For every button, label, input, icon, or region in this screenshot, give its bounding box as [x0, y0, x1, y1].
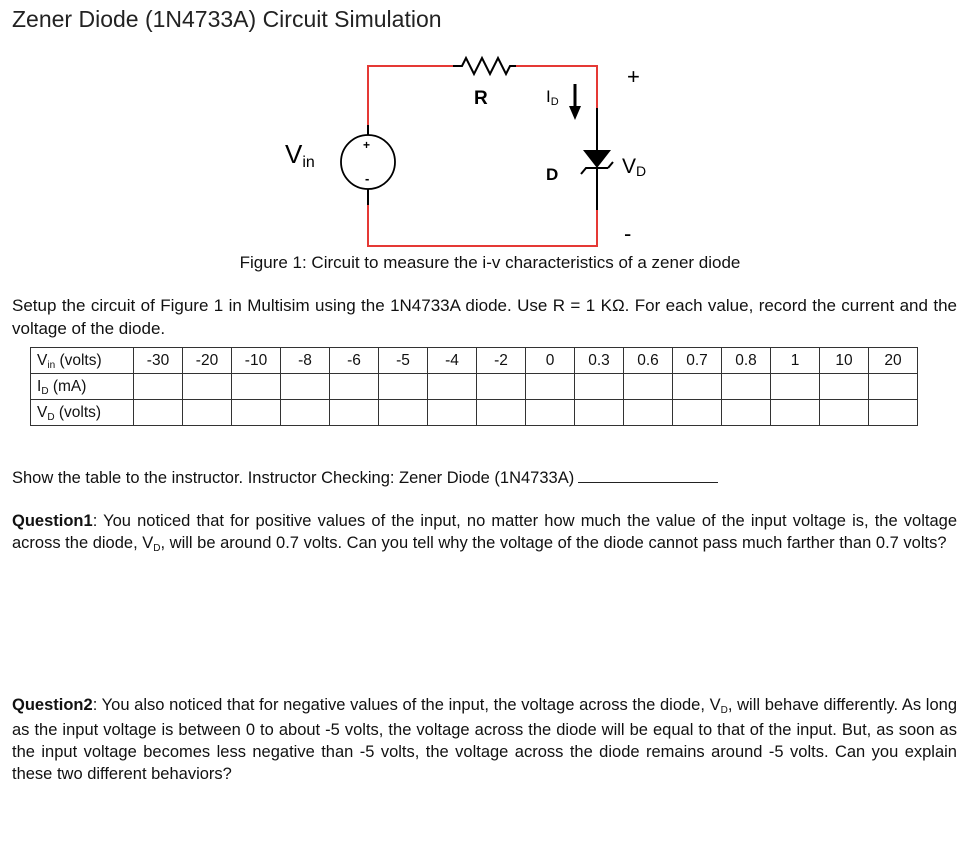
instructor-check	[12, 469, 718, 488]
vin-value-cell: -6	[330, 348, 379, 374]
signature-line	[578, 482, 718, 483]
vin-value-cell: 0.7	[673, 348, 722, 374]
empty-entry-cell[interactable]	[526, 374, 575, 400]
circuit-diagram	[0, 0, 980, 260]
source-label: Vin	[285, 139, 315, 171]
vin-row-label: $V_{in}$ (volts)	[31, 348, 134, 374]
empty-entry-cell[interactable]	[869, 374, 918, 400]
current-label: ID	[546, 87, 559, 108]
empty-entry-cell[interactable]	[134, 400, 183, 426]
empty-entry-cell[interactable]	[771, 400, 820, 426]
empty-entry-cell[interactable]	[820, 374, 869, 400]
question-1: Question1: You noticed that for positive values of the input, no matter how much the value of the input voltage is, the voltage across the diode, $V_D$, will be around 0.7 volts. Can you tell why the voltage of the diode cannot pass much farther than 0.7 volts?	[12, 512, 957, 554]
empty-entry-cell[interactable]	[624, 374, 673, 400]
question-2: Question2: You also noticed that for negative values of the input, the voltage across the diode, $V_D$, will behave differently. As long as the input voltage is between 0 to about -5 volts, the voltage across the diode will be equal to that of the input. But, as soon as the input voltage becomes less negative than -5 volts, the voltage across the diode remains around -5 volts. Can you explain these two different behaviors?	[12, 696, 957, 783]
empty-entry-cell[interactable]	[428, 374, 477, 400]
vin-value-cell: 0.6	[624, 348, 673, 374]
empty-entry-cell[interactable]	[869, 400, 918, 426]
empty-entry-cell[interactable]	[232, 400, 281, 426]
vin-value-cell: -8	[281, 348, 330, 374]
vin-value-cell: 0	[526, 348, 575, 374]
empty-entry-cell[interactable]	[379, 400, 428, 426]
wire-top-left	[368, 66, 453, 133]
empty-entry-cell[interactable]	[281, 400, 330, 426]
empty-entry-cell[interactable]	[428, 400, 477, 426]
empty-entry-cell[interactable]	[722, 374, 771, 400]
id-row-label: $I_D$ (mA)	[31, 374, 134, 400]
vin-value-cell: -20	[183, 348, 232, 374]
vd-row-label: $V_D$ (volts)	[31, 400, 134, 426]
page-title: Zener Diode (1N4733A) Circuit Simulation	[12, 6, 442, 32]
question-2-label: Question2	[12, 696, 93, 714]
empty-entry-cell[interactable]	[330, 400, 379, 426]
empty-entry-cell[interactable]	[526, 400, 575, 426]
instructor-check-text: Show the table to the instructor. Instructor Checking: Zener Diode (1N4733A)	[12, 469, 575, 487]
empty-entry-cell[interactable]	[232, 374, 281, 400]
resistor-symbol	[453, 58, 516, 74]
table-row-vd	[31, 400, 918, 426]
vin-value-cell: 0.8	[722, 348, 771, 374]
resistor-label: R	[474, 88, 488, 109]
vin-value-cell: -5	[379, 348, 428, 374]
empty-entry-cell[interactable]	[673, 400, 722, 426]
empty-entry-cell[interactable]	[477, 374, 526, 400]
empty-entry-cell[interactable]	[183, 374, 232, 400]
vin-value-cell: 0.3	[575, 348, 624, 374]
current-arrow-icon	[569, 84, 581, 120]
empty-entry-cell[interactable]	[379, 374, 428, 400]
vin-value-cell: -4	[428, 348, 477, 374]
empty-entry-cell[interactable]	[183, 400, 232, 426]
empty-entry-cell[interactable]	[281, 374, 330, 400]
vin-value-cell: -10	[232, 348, 281, 374]
vin-value-cell: 20	[869, 348, 918, 374]
figure-caption: Figure 1: Circuit to measure the i-v characteristics of a zener diode	[239, 253, 741, 272]
empty-entry-cell[interactable]	[575, 400, 624, 426]
diode-label: D	[546, 165, 559, 184]
empty-entry-cell[interactable]	[134, 374, 183, 400]
vin-value-cell: -2	[477, 348, 526, 374]
diode-voltage-label: VD	[622, 155, 647, 179]
vin-value-cell: -30	[134, 348, 183, 374]
wire-bottom	[368, 205, 597, 246]
source-plus: +	[363, 138, 371, 152]
iv-table	[30, 347, 918, 426]
empty-entry-cell[interactable]	[673, 374, 722, 400]
vin-value-cell: 10	[820, 348, 869, 374]
source-minus: -	[365, 171, 370, 186]
vin-value-cell: 1	[771, 348, 820, 374]
empty-entry-cell[interactable]	[820, 400, 869, 426]
empty-entry-cell[interactable]	[330, 374, 379, 400]
plus-terminal: +	[627, 64, 640, 89]
minus-terminal: -	[624, 221, 632, 246]
empty-entry-cell[interactable]	[624, 400, 673, 426]
table-row-id	[31, 374, 918, 400]
setup-instructions: Setup the circuit of Figure 1 in Multisim using the 1N4733A diode. Use R = 1 KΩ. For each value, record the current and the voltage of the diode.	[12, 296, 957, 338]
question-1-label: Question1	[12, 512, 93, 530]
empty-entry-cell[interactable]	[575, 374, 624, 400]
table-row-vin	[31, 348, 918, 374]
empty-entry-cell[interactable]	[771, 374, 820, 400]
empty-entry-cell[interactable]	[477, 400, 526, 426]
empty-entry-cell[interactable]	[722, 400, 771, 426]
